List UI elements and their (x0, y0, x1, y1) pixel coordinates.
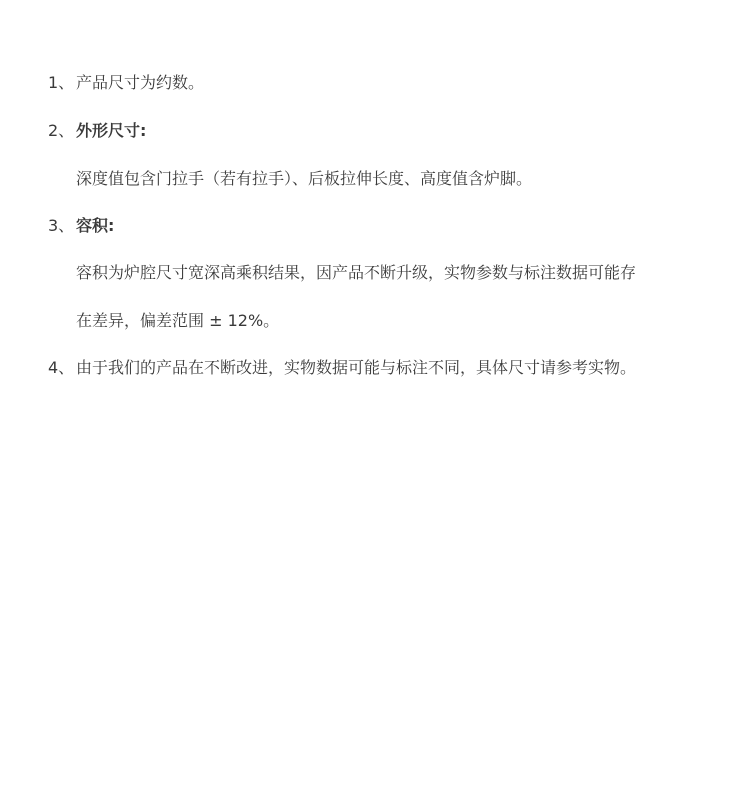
note-number: 3、 (48, 216, 75, 235)
note-heading: 容积: (76, 216, 115, 235)
note-detail-text: 容积为炉腔尺寸宽深高乘积结果，因产品不断升级，实物参数与标注数据可能存 (76, 263, 637, 282)
note-text: 产品尺寸为约数。 (76, 73, 205, 92)
note-detail-text: 在差异，偏差范围 ± 12%。 (76, 311, 280, 330)
note-detail-text: 深度值包含门拉手（若有拉手）、后板拉伸长度、高度值含炉脚。 (76, 169, 533, 188)
note-text: 由于我们的产品在不断改进，实物数据可能与标注不同，具体尺寸请参考实物。 (76, 358, 637, 377)
note-number: 1、 (48, 73, 75, 92)
note-heading: 外形尺寸: (76, 121, 147, 140)
note-number: 2、 (48, 121, 75, 140)
note-number: 4、 (48, 358, 75, 377)
